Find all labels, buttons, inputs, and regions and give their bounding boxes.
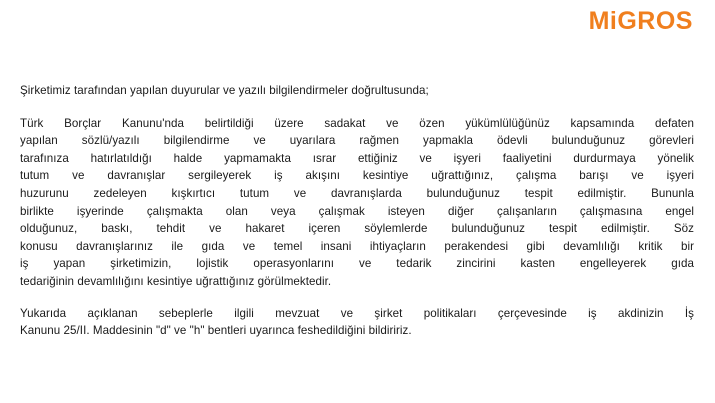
migros-logo: MiGROS: [588, 7, 693, 35]
body-line: konusu davranışlarınız ile gıda ve temel insani ihtiyaçların perakendesi gibi devamlılığı kritik bir: [20, 239, 694, 253]
body-line: yapılan sözlü/yazılı bilgilendirme ve uyarılara rağmen yapmakla ödevli bulunduğunuz görevleri: [20, 134, 694, 148]
body-line: olduğunuz, baskı, tehdit ve hakaret içeren söylemlerde bulunduğunuz tespit edilmiştir. Söz: [20, 222, 694, 236]
letter-content: [20, 82, 694, 340]
body-line: tedariğinin devamlılığını kesintiye uğrattığınız görülmektedir.: [20, 274, 332, 288]
body-line: tutum ve davranışlar sergileyerek iş akışını kesintiye uğrattığınız, çalışma barışı ve işyeri: [20, 169, 694, 183]
body-line: tarafınıza hatırlatıldığı halde yapmamakta ısrar ettiğiniz ve işyeri faaliyetini durdurmaya yönelik: [20, 151, 694, 165]
closing-line: Yukarıda açıklanan sebeplerle ilgili mevzuat ve şirket politikaları çerçevesinde iş akdinizin İş: [20, 306, 694, 320]
intro-paragraph: Şirketimiz tarafından yapılan duyurular ve yazılı bilgilendirmeler doğrultusunda;: [20, 84, 429, 97]
closing-paragraph: [20, 305, 694, 340]
body-line: huzurunu zedeleyen kışkırtıcı tutum ve davranışlarda bulunduğunuz tespit edilmiştir. Bununla: [20, 186, 694, 200]
body-line: birlikte işyerinde çalışmakta olan veya çalışmak isteyen diğer çalışanların çalışmasına engel: [20, 204, 694, 218]
closing-line: Kanunu 25/II. Maddesinin "d" ve "h" bentleri uyarınca feshedildiğini bildiririz.: [20, 324, 412, 338]
body-line: Türk Borçlar Kanunu'nda belirtildiği üzere sadakat ve özen yükümlülüğünüz kapsamında defaten: [20, 116, 694, 130]
body-line: iş yapan şirketimizin, lojistik operasyonlarını ve tedarik zincirini kasten engelleyerek gıda: [20, 257, 694, 271]
body-paragraph: [20, 115, 694, 291]
